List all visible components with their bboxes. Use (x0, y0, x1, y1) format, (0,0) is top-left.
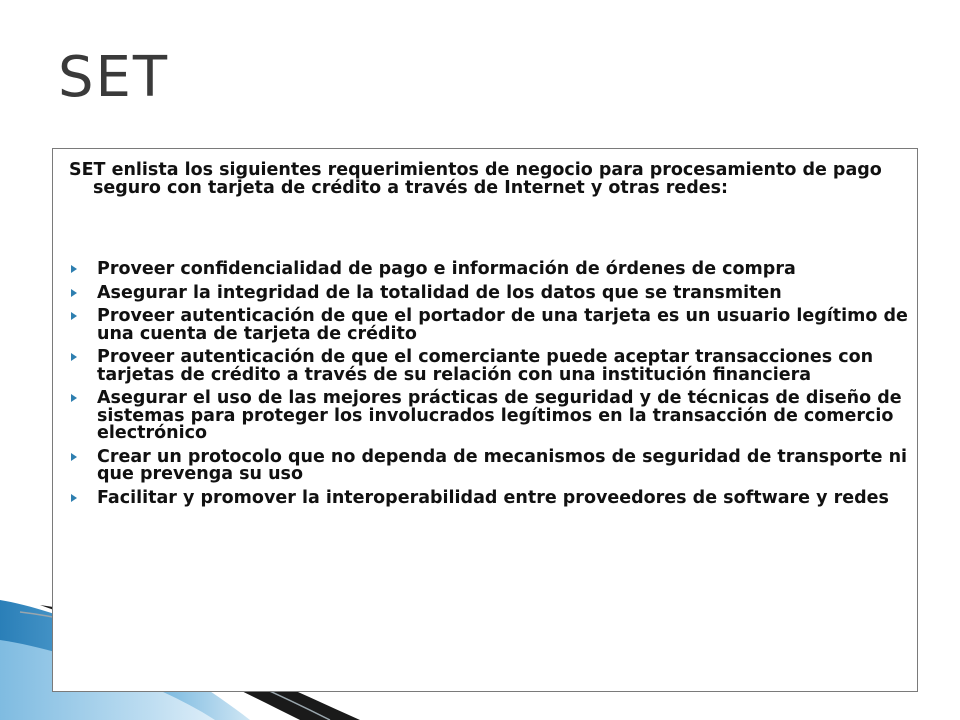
list-item-text: Facilitar y promover la interoperabilidad entre proveedores de software y redes (97, 487, 889, 508)
list-item-text: Crear un protocolo que no dependa de mecanismos de seguridad de transporte ni que prevenga su uso (97, 446, 908, 484)
list-item (69, 282, 919, 303)
slide-title: SET (58, 45, 170, 110)
triangle-right-icon (71, 453, 77, 461)
list-item (69, 390, 919, 443)
list-item (69, 308, 919, 343)
triangle-right-icon (71, 289, 77, 297)
triangle-right-icon (71, 265, 77, 273)
requirements-list (69, 261, 919, 513)
triangle-right-icon (71, 394, 77, 402)
triangle-right-icon (71, 494, 77, 502)
list-item-text: Proveer autenticación de que el comerciante puede aceptar transacciones con tarjetas de crédito a través de su relación con una institución financiera (97, 347, 874, 385)
list-item (69, 487, 919, 508)
content-box (52, 148, 918, 692)
triangle-right-icon (71, 312, 77, 320)
list-item-text: Proveer autenticación de que el portador de una tarjeta es un usuario legítimo de una cuenta de tarjeta de crédito (97, 306, 908, 344)
list-item (69, 261, 919, 279)
list-item (69, 349, 919, 384)
intro-paragraph: SET enlista los siguientes requerimientos de negocio para procesamiento de pago seguro con tarjeta de crédito a través de Internet y otras redes: (69, 160, 882, 198)
list-item-text: Proveer confidencialidad de pago e información de órdenes de compra (97, 259, 796, 279)
list-item-text: Asegurar el uso de las mejores prácticas de seguridad y de técnicas de diseño de sistemas para proteger los involucrados legítimos en la transacción de comercio electrónico (97, 388, 902, 443)
triangle-right-icon (71, 353, 77, 361)
list-item-text: Asegurar la integridad de la totalidad de los datos que se transmiten (97, 282, 782, 303)
list-item (69, 446, 919, 484)
